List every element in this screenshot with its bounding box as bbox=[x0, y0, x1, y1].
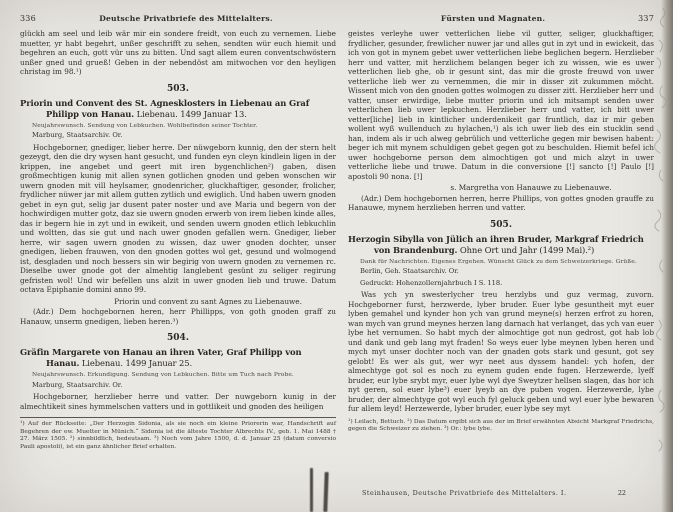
letter-504-regest: Neujahrswunsch. Erkundigung. Sendung von Lebkuchen. Bitte um Tuch nach Probe. bbox=[32, 372, 294, 379]
letter-504-signature: s. Margretha von Hanauwe zu Liebenauwe. bbox=[450, 183, 612, 192]
letter-504-title-date: Liebenau. 1499 Januar 25. bbox=[79, 358, 193, 369]
footer-volume-signature: Steinhausen, Deutsche Privatbriefe des Mittelalters. I. bbox=[362, 489, 567, 497]
page-edge-shadow bbox=[661, 0, 673, 512]
footnotes-right: ¹) Leilach, Bettuch. ²) Das Datum ergibt sich aus der im Brief erwähnten Absicht Markgraf Friedrichs, gegen die Schweizer zu ziehen. ³) Or.: lybe lybe. bbox=[348, 418, 654, 433]
running-header-title-left: Deutsche Privatbriefe des Mittelalters. bbox=[99, 14, 273, 23]
letter-504-continuation: geistes verleyhe uwer vetterlichen liebe vil gutter, seliger, gluckhaftiger, frydlicher, gesunder, frewlicher nuwer jar und alles gut in zyt und in ewickeit, das ich von got in mynem gebet uwer vetterlichen liebe beglichen begern. Herzlieber herr und vatter, mit herzlichem belangen beger ich zu wissen, wie es uwer vetterlichen lieb ghe, ob ir gesunt sint, das mir die groste freuwd von uwer vetterliche lieb wer zu vernemmen, die mir in disser zit zukummen möcht. Wissent mich von den gnoden gottes wolmogen zu disser zitt. Herzlieber herr und vatter, unser erwirdige, liebe mutter priorin und ich mitsampt senden uwer vetterlichen lieb uwer lepkuchen. Herzlieber herr und vatter, ich bitt uwer vetter[liche] lieb in kintlicher underdenikeit gar fruntlich, daz ir mir geben wollent wyß wullenduch zu hylachen,¹) als ich uwer lieb des ein stucklin send han, indem als ir uch alweg gebrülich und vetterliche gegen mir bewisen habent: beger ich mit mynem schuldigen gebet gegen got zu beschulden. Hiemit befel ich uwer hochgeborne person dem almochtigen got und mich alzyt in uwer vetterliche liebe und truwe. Datum in die conversione [!] sancto [!] Paulo [!] apostoli 90 nona. [!] bbox=[348, 29, 654, 181]
letter-505-title bbox=[348, 234, 654, 256]
running-head-left bbox=[20, 14, 336, 23]
footer-sheet-number: 22 bbox=[617, 489, 626, 497]
letter-505-body: Was ych yn swesterlycher treu herzlybs und guz vermag, zuvorn. Hochgeborner furst, herzwerde, lyber bruder. Euer lybe gesuntheit myt euer lyben gemahel und kynder hon ych van grund meyne(s) herzen erfrot zu horen, wan mych van grund meynes herzen lang darnach hat verlanget, das ych van euer lybe het vernumen. So habt mych der almochtige got nun gedrost, got hab lob und dank und geb lang myt fraden! So weys euer lybe meynen lyben heren und mych myt unser dochter noch van der gnaden gots stark und gesunt, got sey gelobt! Es wer als gut, wer wyr neet aus dyssem handel: ych hofen, der almechtyge got sol es noch zu eynem guden ende fugen. Herzewerde, lyeff bruder, eur lybe srybt myr, euer lybe wyl dye Sweytzer hellsen slagen, das hor ich nyt geren, sol euer lybe³) euer lyeyb an dye puben vogen. Herzewerde, lybe bruder, der almechtyge got wyl euch fyl geluck geben und wyl euer lybe bewaren fur allem leyd! Herzewerde, lyber bruder, euer lybe sey myt bbox=[348, 290, 654, 414]
letter-505-source: Berlin, Geh. Staatsarchiv. Or. bbox=[360, 267, 459, 276]
letter-503-title bbox=[20, 98, 336, 120]
footnote-rule-left bbox=[20, 417, 336, 418]
page-number-left: 336 bbox=[20, 14, 36, 23]
running-header-title-right: Fürsten und Magnaten. bbox=[440, 14, 546, 23]
page-number-right: 337 bbox=[638, 14, 654, 23]
letter-503-signature: Priorin und convent zu sant Agnes zu Liebenauwe. bbox=[114, 296, 302, 306]
letter-503-number: 503. bbox=[167, 83, 189, 94]
letter-505-number: 505. bbox=[490, 219, 512, 230]
page-left-336 bbox=[20, 14, 336, 451]
letter-504 bbox=[20, 333, 336, 411]
footnotes-left: ¹) Auf der Rückseite: „Der Herzogin Sidonia, als sie noch ein kleine Priorerin war, Handschrift auf Begehren der ew. Muetter in Münich.“ Sidonia ist die älteste Tochter Albrechts IV., geb. 1. Mai 1488 † 27. März 1505. ²) sinnbildlich, bedeutsam. ³) Noch vom Jahre 1500, d. d. Januar 25 (datum conversio Pauli apostoli), ist ein ganz ähnlicher Brief erhalten. bbox=[20, 421, 336, 450]
letter-503-title-date: Liebenau. 1499 Januar 13. bbox=[134, 108, 247, 119]
letter-505-title-date: Ohne Ort und Jahr (1499 Mai).²) bbox=[457, 244, 595, 255]
letter-504-source: Marburg, Staatsarchiv. Or. bbox=[32, 380, 123, 389]
letter-504-number: 504. bbox=[167, 333, 189, 344]
letter-503 bbox=[20, 84, 336, 327]
letter-504-title-bold: Gräfin Margarete von Hanau an ihren Vater, Graf Philipp von Hanau. bbox=[20, 347, 302, 369]
letter-503-regest: Neujahrswunsch. Sendung von Lebkuchen. Wohlbefinden seiner Tochter. bbox=[32, 122, 258, 129]
letter-505-printed: Gedruckt: Hohenzollernjahrbuch I S. 118. bbox=[360, 278, 503, 287]
letter-503-source: Marburg, Staatsarchiv. Or. bbox=[32, 131, 123, 140]
running-head-right bbox=[348, 14, 654, 23]
letter-503-body: Hochgeborner, gnediger, lieber herre. Der nüwgeborn kunnig, den der stern helt gezeygt, den die dry wysen hant gesucht, und funden eyn cleyn kindlein ligen in der krippen, ine angebet und geert mit iren bygenchlichen²) gaben, disen großmechtigen kunig mit allen synen gotlichen gnoden und geben wonschen wir uwern gnoden mit vill heylsamer, gnodenricher, gluckhaftiger, gesonder, frolicher, frydlicher nüwer jar mit allem gutten zytlich und ewiglich. Und haben uwern gnoden gebet in eyn gut, selig jar dusent pater noster und ave Maria und begern von der hochwirdigen mutter gotz, daz sie uwern gnoden erwerb von irem lieben kinde alles, das ir begern hie in zyt und in ewikeit, und senden uwern gnoden etlich lebkuchlin und woltten, das sie gut und nach uwer gnoden gefallen wern. Gnediger, lieber herre, wir sagen uwern gnoden zu wissen, daz uwer gnoden dochter, unser gnedigen, lieben frauwen, von den gnoden gottes wol get, gesund und wolmogend ist, desgladen und noch bessers sin wir begirig von uwern gnoden zu vernemen rc. Dieselbe uwer gnode got der almehtig langlebent gesünt zu seliger regirung gefristen wol! Und wir befellen uns alzit in uwer gnoden lieb und truwe. Datum octava Epiphanie domini anno 99. bbox=[20, 142, 336, 295]
letter-503-title-bold: Priorin und Convent des St. Agnesklosters in Liebenau an Graf Philipp von Hanau. bbox=[20, 97, 310, 119]
letter-505-title-bold: Herzogin Sibylla von Jülich an ihren Bruder, Markgraf Friedrich von Brandenburg. bbox=[348, 233, 644, 255]
letter-504-address: (Adr.) Dem hochgebornen herren, herre Phillips, von gottes gnoden grauffe zu Hanauwe, mynem herzlieben herren und vatter. bbox=[348, 193, 654, 212]
letter-503-address: (Adr.) Dem hochgebornen heren, herr Phillipps, von goth gnoden graff zu Hanauw, unserm gnedigen, lieben heren.³) bbox=[20, 307, 336, 326]
page-footer bbox=[348, 489, 654, 497]
gutter-mark bbox=[310, 468, 313, 512]
gutter-shadow bbox=[306, 462, 340, 512]
gutter-mark bbox=[323, 472, 328, 512]
letter-504-body-start: Hochgeborner, herzlieber herre und vatter. Der nuwgeborn kunig in der almechtikeit sines hymmelschen vatters und in gottlikeit und gnoden des heiligen bbox=[20, 392, 336, 411]
letter-505 bbox=[348, 220, 654, 414]
letter-502-continuation: glückh am seel und leib wär mir ein sondere freidt, von euch zu vernemen. Liebe muetter, yr habt begehrt, unßer geschrifft zu sehen, sendten wür euch hiemit und begehren an euch, gott vür uns zu bitten. Und sagt allem euren conventschwöstern unßer gned und grueß! Geben in der nebendöst am mitwochen vor den heyligen christag im 98.¹) bbox=[20, 29, 336, 76]
page-right-337 bbox=[348, 14, 654, 434]
letter-505-regest: Dank für Nachrichten. Eigenes Ergehen. Wünscht Glück zu dem Schweizerkriege. Grüße. bbox=[360, 258, 637, 265]
letter-504-title bbox=[20, 347, 336, 369]
